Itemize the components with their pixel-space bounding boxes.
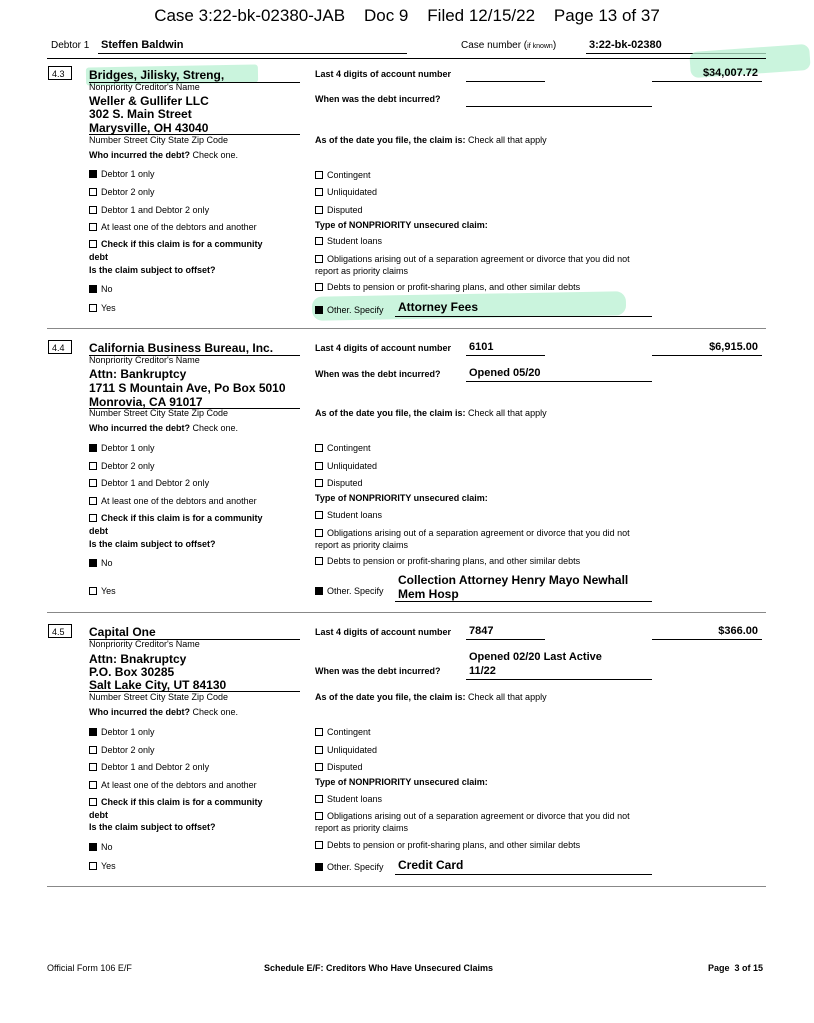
case-number-label: Case number (if known) <box>461 40 557 51</box>
as-of-label: As of the date you file, the claim is: Check all that apply <box>315 135 547 145</box>
address-line: Marysville, OH 43040 <box>89 121 209 135</box>
checkbox-icon[interactable] <box>315 529 323 537</box>
at-least-one-option[interactable]: At least one of the debtors and another <box>89 222 257 232</box>
checkbox-icon[interactable] <box>89 746 97 754</box>
other-specify-line <box>395 874 652 875</box>
as-of-label: As of the date you file, the claim is: Check all that apply <box>315 692 547 702</box>
checkbox-icon[interactable] <box>89 587 97 595</box>
student-loans-option[interactable]: Student loans <box>315 794 382 804</box>
checkbox-icon[interactable] <box>315 812 323 820</box>
obligations-text: report as priority claims <box>315 540 409 550</box>
contingent-option[interactable]: Contingent <box>315 170 371 180</box>
checkbox-icon[interactable] <box>89 223 97 231</box>
checkbox-icon[interactable] <box>315 206 323 214</box>
checkbox-checked-icon[interactable] <box>89 444 97 452</box>
checkbox-icon[interactable] <box>89 304 97 312</box>
offset-label: Is the claim subject to offset? <box>89 265 216 275</box>
address-line: 302 S. Main Street <box>89 107 192 121</box>
claim-number: 4.3 <box>48 66 72 80</box>
incurred-line <box>466 381 652 382</box>
unliquidated-option[interactable]: Unliquidated <box>315 461 377 471</box>
disputed-option[interactable]: Disputed <box>315 205 363 215</box>
community-debt-option[interactable]: Check if this claim is for a community <box>89 513 263 523</box>
amount-line <box>652 639 762 640</box>
checkbox-icon[interactable] <box>315 479 323 487</box>
checkbox-icon[interactable] <box>315 444 323 452</box>
claim-number: 4.5 <box>48 624 72 638</box>
incurred-value: Opened 02/20 Last Active <box>469 651 602 663</box>
address-line: P.O. Box 30285 <box>89 665 175 679</box>
when-incurred-label: When was the debt incurred? <box>315 369 441 379</box>
debtor-name: Steffen Baldwin <box>101 39 184 51</box>
checkbox-icon[interactable] <box>89 514 97 522</box>
debtor1-only-option[interactable]: Debtor 1 only <box>89 443 155 453</box>
creditor-name: Bridges, Jilisky, Streng, <box>89 68 225 82</box>
type-title: Type of NONPRIORITY unsecured claim: <box>315 493 488 503</box>
checkbox-icon[interactable] <box>315 237 323 245</box>
debtor-label: Debtor 1 <box>51 40 90 51</box>
checkbox-checked-icon[interactable] <box>89 285 97 293</box>
checkbox-icon[interactable] <box>89 763 97 771</box>
amount-line <box>652 81 762 82</box>
community-debt-option[interactable]: Check if this claim is for a community <box>89 239 263 249</box>
community-debt-text: debt <box>89 810 108 820</box>
checkbox-icon[interactable] <box>89 781 97 789</box>
pension-option[interactable]: Debts to pension or profit-sharing plans, and other similar debts <box>315 282 580 292</box>
unliquidated-option[interactable]: Unliquidated <box>315 187 377 197</box>
checkbox-icon[interactable] <box>315 511 323 519</box>
checkbox-icon[interactable] <box>89 240 97 248</box>
obligations-text: report as priority claims <box>315 823 409 833</box>
footer-form: Official Form 106 E/F <box>47 963 132 973</box>
incurred-line <box>466 106 652 107</box>
checkbox-icon[interactable] <box>315 557 323 565</box>
last4-label: Last 4 digits of account number <box>315 343 452 353</box>
student-loans-option[interactable]: Student loans <box>315 510 382 520</box>
checkbox-icon[interactable] <box>89 798 97 806</box>
checkbox-icon[interactable] <box>315 171 323 179</box>
checkbox-checked-icon[interactable] <box>89 728 97 736</box>
checkbox-icon[interactable] <box>89 862 97 870</box>
offset-yes-option[interactable]: Yes <box>89 586 116 596</box>
disputed-option[interactable]: Disputed <box>315 478 363 488</box>
community-debt-option[interactable]: Check if this claim is for a community <box>89 797 263 807</box>
address-line: Salt Lake City, UT 84130 <box>89 678 227 692</box>
creditor-name: California Business Bureau, Inc. <box>89 341 274 355</box>
checkbox-icon[interactable] <box>315 462 323 470</box>
address-line: Weller & Gullifer LLC <box>89 94 209 108</box>
debtor1-only-option[interactable]: Debtor 1 only <box>89 727 155 737</box>
offset-yes-option[interactable]: Yes <box>89 861 116 871</box>
last4-line <box>466 639 545 640</box>
checkbox-icon[interactable] <box>315 255 323 263</box>
offset-no-option[interactable]: No <box>89 284 113 294</box>
last4-label: Last 4 digits of account number <box>315 69 452 79</box>
checkbox-checked-icon[interactable] <box>315 306 323 314</box>
checkbox-icon[interactable] <box>89 206 97 214</box>
claim-divider <box>47 886 766 887</box>
checkbox-checked-icon[interactable] <box>89 559 97 567</box>
type-title: Type of NONPRIORITY unsecured claim: <box>315 777 488 787</box>
obligations-option[interactable]: Obligations arising out of a separation agreement or divorce that you did not <box>315 528 630 538</box>
amount-line <box>652 355 762 356</box>
other-specify-option[interactable]: Other. Specify <box>315 586 384 596</box>
creditor-name-caption: Nonpriority Creditor's Name <box>89 639 200 649</box>
checkbox-icon[interactable] <box>315 746 323 754</box>
address-line: Attn: Bnakruptcy <box>89 652 187 666</box>
other-specify-value: Attorney Fees <box>398 300 479 314</box>
debtor1-and-2-option[interactable]: Debtor 1 and Debtor 2 only <box>89 762 209 772</box>
case-header: Case 3:22-bk-02380-JAB Doc 9 Filed 12/15/22 Page 13 of 37 <box>154 6 660 25</box>
offset-no-option[interactable]: No <box>89 558 113 568</box>
other-specify-line <box>395 601 652 602</box>
debtor2-only-option[interactable]: Debtor 2 only <box>89 187 155 197</box>
checkbox-checked-icon[interactable] <box>315 587 323 595</box>
checkbox-checked-icon[interactable] <box>89 843 97 851</box>
checkbox-icon[interactable] <box>89 462 97 470</box>
other-specify-option[interactable]: Other. Specify <box>315 862 384 872</box>
obligations-option[interactable]: Obligations arising out of a separation agreement or divorce that you did not <box>315 254 630 264</box>
at-least-one-option[interactable]: At least one of the debtors and another <box>89 780 257 790</box>
type-title: Type of NONPRIORITY unsecured claim: <box>315 220 488 230</box>
at-least-one-option[interactable]: At least one of the debtors and another <box>89 496 257 506</box>
last4-value: 6101 <box>469 341 494 353</box>
unliquidated-option[interactable]: Unliquidated <box>315 745 377 755</box>
when-incurred-label: When was the debt incurred? <box>315 94 441 104</box>
checkbox-checked-icon[interactable] <box>89 170 97 178</box>
claim-divider <box>47 328 766 329</box>
obligations-option[interactable]: Obligations arising out of a separation agreement or divorce that you did not <box>315 811 630 821</box>
obligations-text: report as priority claims <box>315 266 409 276</box>
who-incurred-label: Who incurred the debt? Check one. <box>89 423 239 433</box>
checkbox-checked-icon[interactable] <box>315 863 323 871</box>
contingent-option[interactable]: Contingent <box>315 443 371 453</box>
community-debt-text: debt <box>89 252 108 262</box>
when-incurred-label: When was the debt incurred? <box>315 666 441 676</box>
address-line: Attn: Bankruptcy <box>89 367 187 381</box>
debtor-name-line <box>98 53 407 54</box>
checkbox-icon[interactable] <box>315 841 323 849</box>
offset-label: Is the claim subject to offset? <box>89 539 216 549</box>
other-specify-value: Collection Attorney Henry Mayo Newhall <box>398 573 629 587</box>
incurred-line <box>466 679 652 680</box>
address-caption: Number Street City State Zip Code <box>89 692 229 702</box>
last4-line <box>466 355 545 356</box>
who-incurred-label: Who incurred the debt? Check one. <box>89 707 239 717</box>
debtor1-and-2-option[interactable]: Debtor 1 and Debtor 2 only <box>89 205 209 215</box>
who-incurred-label: Who incurred the debt? Check one. <box>89 150 239 160</box>
disputed-option[interactable]: Disputed <box>315 762 363 772</box>
last4-line <box>466 81 545 82</box>
claim-divider <box>47 612 766 613</box>
checkbox-icon[interactable] <box>315 728 323 736</box>
pension-option[interactable]: Debts to pension or profit-sharing plans, and other similar debts <box>315 556 580 566</box>
creditor-name-caption: Nonpriority Creditor's Name <box>89 355 200 365</box>
checkbox-icon[interactable] <box>315 188 323 196</box>
contingent-option[interactable]: Contingent <box>315 727 371 737</box>
incurred-value: Opened 05/20 <box>469 367 541 379</box>
creditor-name-caption: Nonpriority Creditor's Name <box>89 82 200 92</box>
offset-yes-option[interactable]: Yes <box>89 303 116 313</box>
other-specify-line <box>395 316 652 317</box>
checkbox-icon[interactable] <box>89 479 97 487</box>
as-of-label: As of the date you file, the claim is: Check all that apply <box>315 408 547 418</box>
checkbox-icon[interactable] <box>315 795 323 803</box>
address-caption: Number Street City State Zip Code <box>89 408 229 418</box>
student-loans-option[interactable]: Student loans <box>315 236 382 246</box>
amount-value: $34,007.72 <box>702 67 758 79</box>
amount-value: $6,915.00 <box>709 341 758 353</box>
address-line: 1711 S Mountain Ave, Po Box 5010 <box>89 381 286 395</box>
section-divider <box>47 58 766 59</box>
footer-schedule: Schedule E/F: Creditors Who Have Unsecured Claims <box>264 963 494 973</box>
debtor2-only-option[interactable]: Debtor 2 only <box>89 745 155 755</box>
other-specify-value-line2: Mem Hosp <box>398 587 459 601</box>
pension-option[interactable]: Debts to pension or profit-sharing plans, and other similar debts <box>315 840 580 850</box>
checkbox-icon[interactable] <box>89 497 97 505</box>
debtor2-only-option[interactable]: Debtor 2 only <box>89 461 155 471</box>
creditor-name: Capital One <box>89 625 156 639</box>
other-specify-option[interactable]: Other. Specify <box>315 305 384 315</box>
amount-value: $366.00 <box>718 625 758 637</box>
address-line: Monrovia, CA 91017 <box>89 395 203 409</box>
last4-label: Last 4 digits of account number <box>315 627 452 637</box>
incurred-value-line2: 11/22 <box>469 665 496 677</box>
debtor1-and-2-option[interactable]: Debtor 1 and Debtor 2 only <box>89 478 209 488</box>
checkbox-icon[interactable] <box>89 188 97 196</box>
offset-no-option[interactable]: No <box>89 842 113 852</box>
case-number: 3:22-bk-02380 <box>589 39 662 51</box>
address-caption: Number Street City State Zip Code <box>89 135 229 145</box>
other-specify-value: Credit Card <box>398 858 464 872</box>
community-debt-text: debt <box>89 526 108 536</box>
offset-label: Is the claim subject to offset? <box>89 822 216 832</box>
debtor1-only-option[interactable]: Debtor 1 only <box>89 169 155 179</box>
footer-page: Page 3 of 15 <box>708 963 764 973</box>
checkbox-icon[interactable] <box>315 763 323 771</box>
checkbox-icon[interactable] <box>315 283 323 291</box>
claim-number: 4.4 <box>48 340 72 354</box>
last4-value: 7847 <box>469 625 494 637</box>
